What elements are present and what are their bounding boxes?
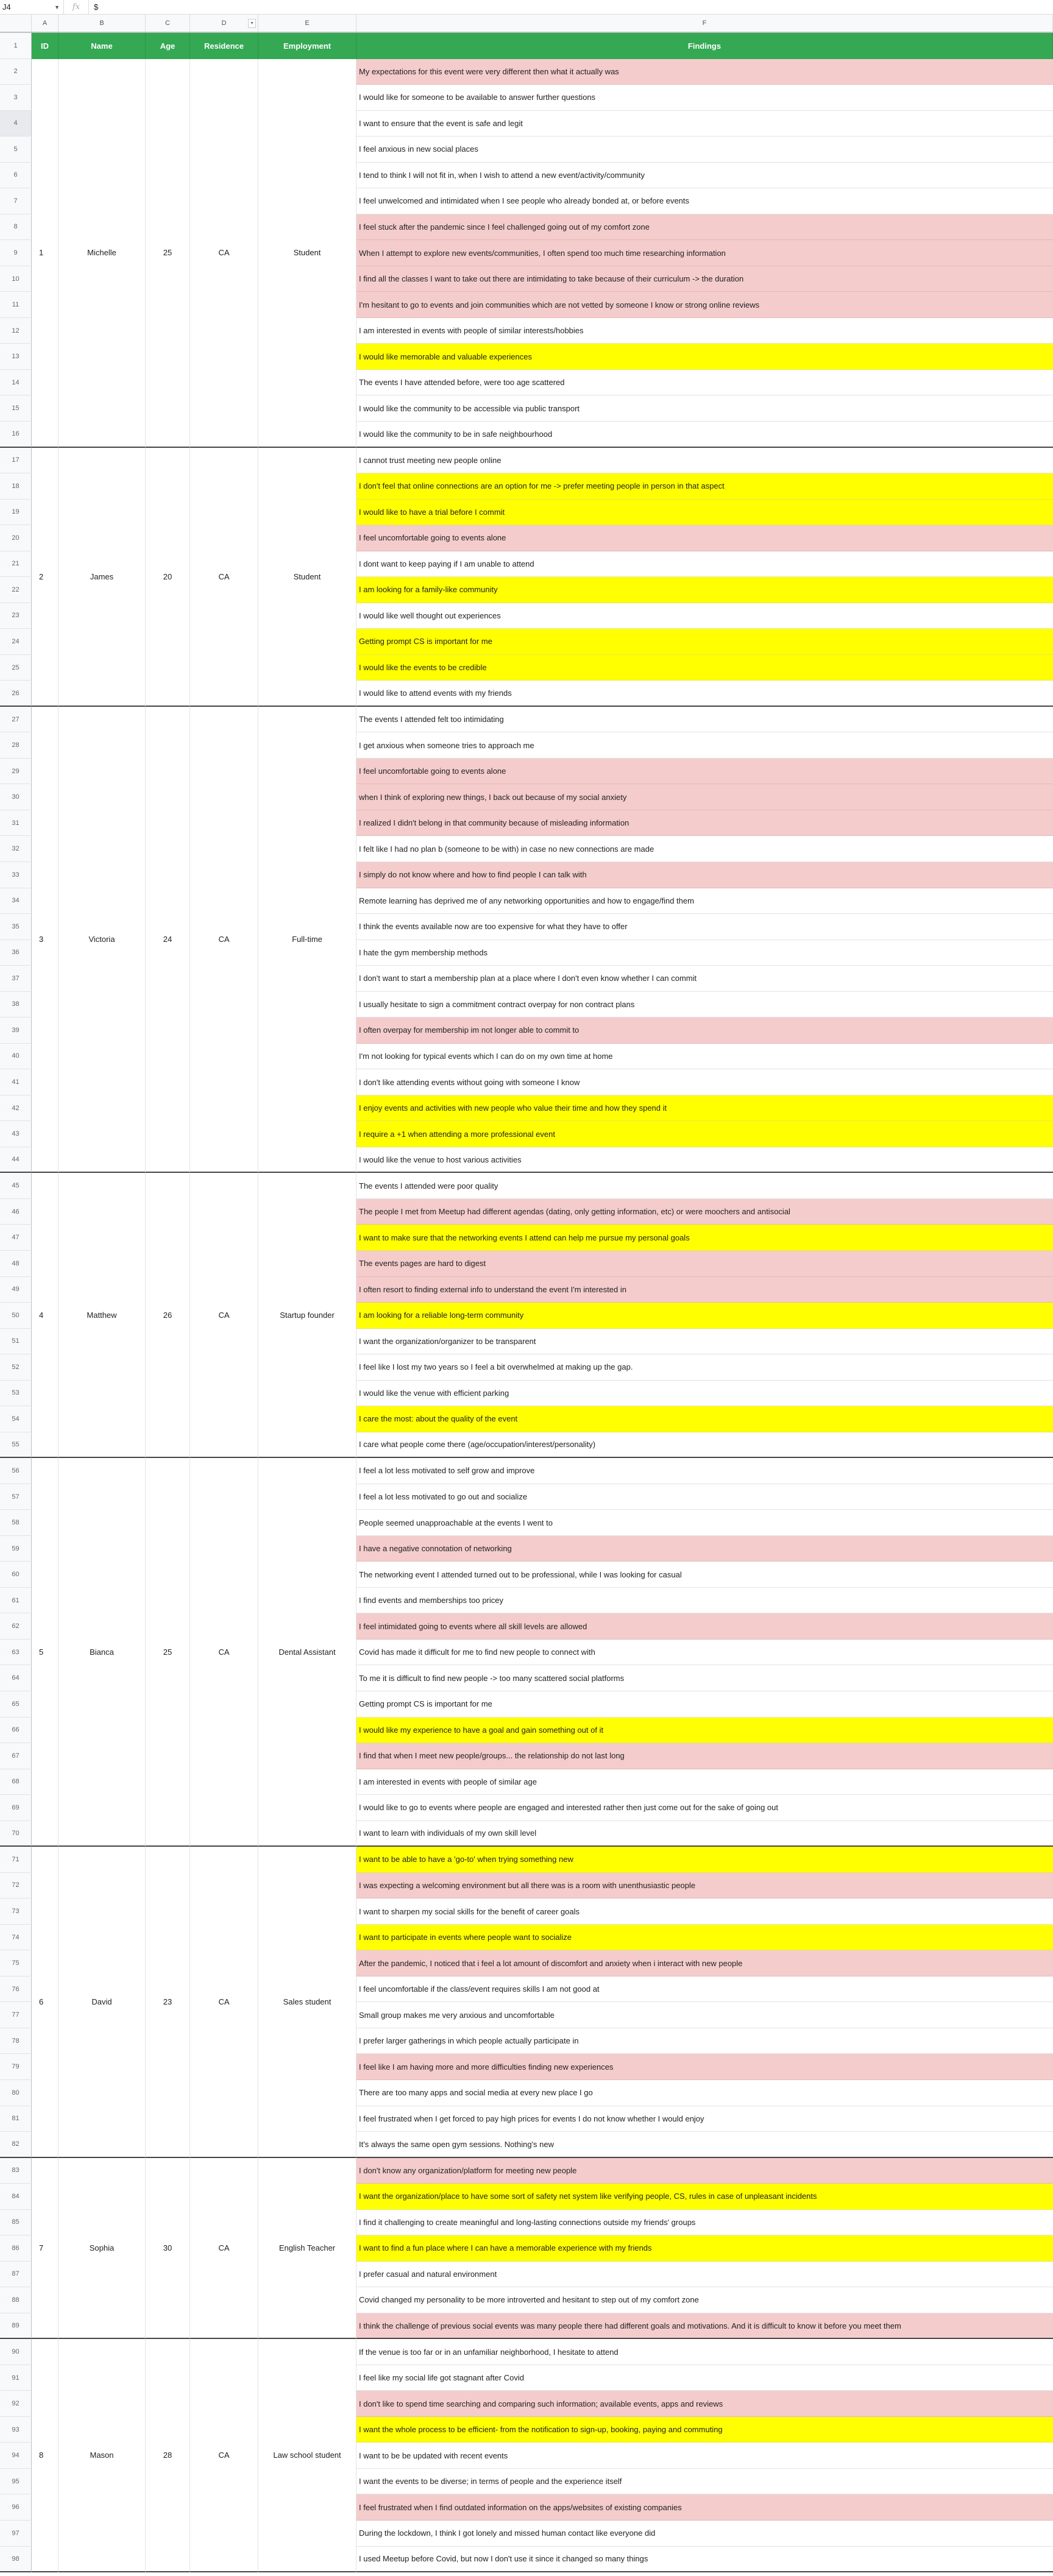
finding-cell[interactable]: I want the whole process to be efficient- from the notification to sign-up, booking, paying and commuting	[356, 2417, 1053, 2443]
finding-cell[interactable]: I want to sharpen my social skills for the benefit of career goals	[356, 1898, 1053, 1925]
participant-age[interactable]: 20	[146, 448, 190, 707]
finding-cell[interactable]: I'm hesitant to go to events and join communities which are not vetted by someone I know or strong online reviews	[356, 292, 1053, 318]
finding-cell[interactable]: People seemed unapproachable at the events I went to	[356, 1510, 1053, 1536]
finding-cell[interactable]: I would like the venue with efficient parking	[356, 1381, 1053, 1407]
row-header[interactable]: 63	[0, 1640, 32, 1666]
finding-cell[interactable]: I find it challenging to create meaningful and long-lasting connections outside my friends' groups	[356, 2210, 1053, 2236]
participant-name[interactable]: Mason	[58, 2339, 146, 2572]
row-header[interactable]: 55	[0, 1432, 32, 1459]
row-header[interactable]: 85	[0, 2210, 32, 2236]
row-header[interactable]: 27	[0, 707, 32, 733]
header-name[interactable]: Name	[58, 33, 146, 59]
participant-id[interactable]: 4	[32, 1173, 58, 1458]
row-header[interactable]: 50	[0, 1303, 32, 1329]
row-header[interactable]: 62	[0, 1613, 32, 1640]
finding-cell[interactable]: when I think of exploring new things, I back out because of my social anxiety	[356, 784, 1053, 810]
row-header[interactable]: 35	[0, 914, 32, 940]
row-header[interactable]: 6	[0, 163, 32, 189]
finding-cell[interactable]: I want the organization/organizer to be transparent	[356, 1329, 1053, 1355]
row-header[interactable]: 82	[0, 2132, 32, 2158]
finding-cell[interactable]: I am interested in events with people of similar interests/hobbies	[356, 318, 1053, 344]
row-header[interactable]: 57	[0, 1484, 32, 1510]
row-header[interactable]: 54	[0, 1406, 32, 1432]
participant-age[interactable]: 26	[146, 1173, 190, 1458]
participant-name[interactable]: Matthew	[58, 1173, 146, 1458]
row-header[interactable]: 46	[0, 1199, 32, 1225]
row-header[interactable]: 70	[0, 1821, 32, 1847]
row-header[interactable]: 51	[0, 1329, 32, 1355]
row-header[interactable]: 96	[0, 2494, 32, 2521]
participant-residence[interactable]: CA	[190, 59, 258, 448]
finding-cell[interactable]: Remote learning has deprived me of any networking opportunities and how to engage/find them	[356, 888, 1053, 915]
participant-employment[interactable]: Dental Assistant	[258, 1458, 356, 1847]
participant-employment[interactable]: Student	[258, 59, 356, 448]
finding-cell[interactable]: I don't like to spend time searching and comparing such information; available events, apps and reviews	[356, 2391, 1053, 2417]
finding-cell[interactable]: Covid has made it difficult for me to find new people to connect with	[356, 1640, 1053, 1666]
column-letter: D	[221, 19, 227, 27]
row-header[interactable]: 4	[0, 111, 32, 137]
cell-reference: J4	[2, 2, 11, 12]
finding-cell[interactable]: I want to find a fun place where I can have a memorable experience with my friends	[356, 2235, 1053, 2262]
finding-cell[interactable]: I feel like I am having more and more difficulties finding new experiences	[356, 2054, 1053, 2080]
finding-cell[interactable]: I care what people come there (age/occupation/interest/personality)	[356, 1432, 1053, 1459]
row-header[interactable]: 98	[0, 2547, 32, 2573]
row-header[interactable]: 80	[0, 2080, 32, 2106]
participant-name[interactable]: Victoria	[58, 707, 146, 1173]
finding-cell[interactable]: Getting prompt CS is important for me	[356, 1691, 1053, 1718]
row-header[interactable]: 49	[0, 1277, 32, 1303]
finding-cell[interactable]: I want the events to be diverse; in terms of people and the experience itself	[356, 2469, 1053, 2495]
row-header[interactable]: 1	[0, 33, 32, 59]
row-header[interactable]: 28	[0, 732, 32, 759]
finding-cell[interactable]: Getting prompt CS is important for me	[356, 629, 1053, 655]
finding-cell[interactable]: I feel uncomfortable going to events alone	[356, 759, 1053, 785]
participant-employment[interactable]: Sales student	[258, 1847, 356, 2157]
row-header[interactable]: 87	[0, 2262, 32, 2288]
row-header[interactable]: 89	[0, 2313, 32, 2340]
finding-cell[interactable]: I would like memorable and valuable experiences	[356, 344, 1053, 370]
finding-cell[interactable]: I feel uncomfortable going to events alone	[356, 525, 1053, 551]
participant-employment[interactable]: Full-time	[258, 707, 356, 1173]
finding-cell[interactable]: I felt like I had no plan b (someone to be with) in case no new connections are made	[356, 836, 1053, 862]
participant-name[interactable]: David	[58, 1847, 146, 2157]
finding-cell[interactable]: I feel a lot less motivated to self grow and improve	[356, 1458, 1053, 1484]
row-header[interactable]: 36	[0, 940, 32, 966]
participant-residence[interactable]: CA	[190, 2339, 258, 2572]
finding-cell[interactable]: I would like well thought out experiences	[356, 603, 1053, 629]
finding-cell[interactable]: I realized I didn't belong in that community because of misleading information	[356, 810, 1053, 837]
finding-cell[interactable]: The networking event I attended turned out to be professional, while I was looking for casual	[356, 1562, 1053, 1588]
row-header[interactable]: 24	[0, 629, 32, 655]
column-header-f[interactable]: F	[356, 15, 1053, 32]
finding-cell[interactable]: I care the most: about the quality of the event	[356, 1406, 1053, 1432]
row-header[interactable]: 12	[0, 318, 32, 344]
row-header[interactable]: 77	[0, 2002, 32, 2028]
column-header-a[interactable]: A	[32, 15, 58, 32]
finding-cell[interactable]: I want to be able to have a 'go-to' when trying something new	[356, 1847, 1053, 1873]
finding-cell[interactable]: I want to learn with individuals of my own skill level	[356, 1821, 1053, 1847]
row-header[interactable]: 29	[0, 759, 32, 785]
finding-cell[interactable]: I tend to think I will not fit in, when I wish to attend a new event/activity/community	[356, 163, 1053, 189]
finding-cell[interactable]: I prefer casual and natural environment	[356, 2262, 1053, 2288]
finding-cell[interactable]: I want to participate in events where people want to socialize	[356, 1925, 1053, 1951]
finding-cell[interactable]: I feel a lot less motivated to go out and socialize	[356, 1484, 1053, 1510]
header-findings[interactable]: Findings	[356, 33, 1053, 59]
finding-cell[interactable]: After the pandemic, I noticed that i feel a lot amount of discomfort and anxiety when i interact with new people	[356, 1950, 1053, 1976]
finding-cell[interactable]: I find all the classes I want to take out there are intimidating to take because of their curriculum -> the duration	[356, 266, 1053, 292]
row-header[interactable]: 10	[0, 266, 32, 292]
finding-cell[interactable]: I find that when I meet new people/groups... the relationship do not last long	[356, 1743, 1053, 1769]
finding-cell[interactable]: I find events and memberships too pricey	[356, 1588, 1053, 1614]
column-header-b[interactable]: B	[58, 15, 146, 32]
row-header[interactable]: 78	[0, 2028, 32, 2054]
row-header[interactable]: 23	[0, 603, 32, 629]
finding-cell[interactable]: I usually hesitate to sign a commitment contract overpay for non contract plans	[356, 992, 1053, 1018]
participant-employment[interactable]: English Teacher	[258, 2158, 356, 2340]
participant-id[interactable]: 2	[32, 448, 58, 707]
select-all-corner[interactable]	[0, 15, 32, 32]
row-header[interactable]: 40	[0, 1044, 32, 1070]
row-header[interactable]: 48	[0, 1251, 32, 1277]
finding-cell[interactable]: During the lockdown, I think I got lonely and missed human contact like everyone did	[356, 2521, 1053, 2547]
filter-icon[interactable]: ▼	[248, 19, 256, 28]
row-header[interactable]: 13	[0, 344, 32, 370]
row-header[interactable]: 32	[0, 836, 32, 862]
row-header[interactable]: 68	[0, 1769, 32, 1796]
participant-age[interactable]: 23	[146, 1847, 190, 2157]
row-header[interactable]: 52	[0, 1354, 32, 1381]
chevron-down-icon[interactable]: ▼	[54, 4, 60, 10]
row-header[interactable]: 91	[0, 2365, 32, 2391]
participant-residence[interactable]: CA	[190, 1458, 258, 1847]
finding-cell[interactable]: The events pages are hard to digest	[356, 1251, 1053, 1277]
row-header[interactable]: 9	[0, 240, 32, 266]
row-header[interactable]: 16	[0, 422, 32, 448]
finding-cell[interactable]: I enjoy events and activities with new people who value their time and how they spend it	[356, 1095, 1053, 1122]
row-header[interactable]: 66	[0, 1718, 32, 1744]
finding-cell[interactable]: I would like to have a trial before I commit	[356, 500, 1053, 526]
finding-cell[interactable]: The events I have attended before, were too age scattered	[356, 370, 1053, 396]
row-header[interactable]: 26	[0, 681, 32, 707]
participant-age[interactable]: 25	[146, 59, 190, 448]
finding-cell[interactable]: I'm not looking for typical events which I can do on my own time at home	[356, 1044, 1053, 1070]
participant-id[interactable]: 3	[32, 707, 58, 1173]
finding-cell[interactable]: I would like the community to be in safe neighbourhood	[356, 422, 1053, 448]
finding-cell[interactable]: I am looking for a reliable long-term community	[356, 1303, 1053, 1329]
row-header[interactable]: 45	[0, 1173, 32, 1199]
row-header[interactable]: 39	[0, 1017, 32, 1044]
participant-id[interactable]: 6	[32, 1847, 58, 2157]
row-header[interactable]: 15	[0, 395, 32, 422]
row-header[interactable]: 7	[0, 188, 32, 214]
row-header[interactable]: 83	[0, 2158, 32, 2184]
header-age[interactable]: Age	[146, 33, 190, 59]
formula-input[interactable]: $	[94, 2, 99, 12]
spreadsheet-grid	[0, 33, 1053, 2572]
finding-cell[interactable]: I don't feel that online connections are an option for me -> prefer meeting people in person in that aspect	[356, 473, 1053, 500]
participant-age[interactable]: 24	[146, 707, 190, 1173]
row-header[interactable]: 58	[0, 1510, 32, 1536]
row-header[interactable]: 2	[0, 59, 32, 85]
row-header[interactable]: 65	[0, 1691, 32, 1718]
row-header[interactable]: 56	[0, 1458, 32, 1484]
column-header-e[interactable]: E	[258, 15, 356, 32]
column-header-d[interactable]	[190, 15, 258, 32]
row-header[interactable]: 47	[0, 1225, 32, 1251]
finding-cell[interactable]: To me it is difficult to find new people -> too many scattered social platforms	[356, 1665, 1053, 1691]
finding-cell[interactable]: I dont want to keep paying if I am unable to attend	[356, 551, 1053, 578]
finding-cell[interactable]: I would like the venue to host various activities	[356, 1147, 1053, 1173]
finding-cell[interactable]: I would like for someone to be available to answer further questions	[356, 85, 1053, 111]
row-header[interactable]: 43	[0, 1121, 32, 1147]
finding-cell[interactable]: I feel unwelcomed and intimidated when I see people who already bonded at, or before events	[356, 188, 1053, 214]
participant-age[interactable]: 30	[146, 2158, 190, 2340]
participant-age[interactable]: 28	[146, 2339, 190, 2572]
participant-id[interactable]: 7	[32, 2158, 58, 2340]
finding-cell[interactable]: I want to ensure that the event is safe and legit	[356, 111, 1053, 137]
finding-cell[interactable]: I feel intimidated going to events where all skill levels are allowed	[356, 1613, 1053, 1640]
participant-employment[interactable]: Law school student	[258, 2339, 356, 2572]
finding-cell[interactable]: I would like the community to be accessible via public transport	[356, 395, 1053, 422]
row-header[interactable]: 88	[0, 2287, 32, 2313]
finding-cell[interactable]: I have a negative connotation of networking	[356, 1536, 1053, 1562]
finding-cell[interactable]: I don't like attending events without going with someone I know	[356, 1069, 1053, 1095]
finding-cell[interactable]: I think the challenge of previous social events was many people there had different goals and motivations. And it is difficult to know it before you meet them	[356, 2313, 1053, 2340]
row-header[interactable]: 22	[0, 577, 32, 603]
participant-residence[interactable]: CA	[190, 707, 258, 1173]
row-header[interactable]: 92	[0, 2391, 32, 2417]
row-header[interactable]: 14	[0, 370, 32, 396]
finding-cell[interactable]: I want to make sure that the networking events I attend can help me pursue my personal goals	[356, 1225, 1053, 1251]
finding-cell[interactable]: I cannot trust meeting new people online	[356, 448, 1053, 474]
row-header[interactable]: 37	[0, 966, 32, 992]
finding-cell[interactable]: The events I attended were poor quality	[356, 1173, 1053, 1199]
finding-cell[interactable]: I simply do not know where and how to find people I can talk with	[356, 862, 1053, 888]
row-header[interactable]: 53	[0, 1381, 32, 1407]
row-header[interactable]: 42	[0, 1095, 32, 1122]
finding-cell[interactable]: I hate the gym membership methods	[356, 940, 1053, 966]
row-header[interactable]: 25	[0, 655, 32, 681]
participant-residence[interactable]: CA	[190, 1847, 258, 2157]
finding-cell[interactable]: I want the organization/place to have some sort of safety net system like verifying people, CS, rules in case of unpleasant incidents	[356, 2184, 1053, 2210]
row-header[interactable]: 84	[0, 2184, 32, 2210]
finding-cell[interactable]: I want to be be updated with recent events	[356, 2443, 1053, 2469]
participant-id[interactable]: 1	[32, 59, 58, 448]
row-header[interactable]: 38	[0, 992, 32, 1018]
participant-age[interactable]: 25	[146, 1458, 190, 1847]
row-header[interactable]: 81	[0, 2106, 32, 2132]
finding-cell[interactable]: I would like my experience to have a goal and gain something out of it	[356, 1718, 1053, 1744]
participant-employment[interactable]: Startup founder	[258, 1173, 356, 1458]
row-header[interactable]: 34	[0, 888, 32, 915]
finding-cell[interactable]: I require a +1 when attending a more professional event	[356, 1121, 1053, 1147]
row-header[interactable]: 79	[0, 2054, 32, 2080]
finding-cell[interactable]: I am looking for a family-like community	[356, 577, 1053, 603]
finding-cell[interactable]: I feel anxious in new social places	[356, 136, 1053, 163]
finding-cell[interactable]: I would like to attend events with my friends	[356, 681, 1053, 707]
column-header-c[interactable]: C	[146, 15, 190, 32]
participant-name[interactable]: Bianca	[58, 1458, 146, 1847]
finding-cell[interactable]: I was expecting a welcoming environment but all there was is a room with unenthusiastic people	[356, 1873, 1053, 1899]
row-header[interactable]: 64	[0, 1665, 32, 1691]
row-header[interactable]: 90	[0, 2339, 32, 2365]
finding-cell[interactable]: The events I attended felt too intimidating	[356, 707, 1053, 733]
row-header[interactable]: 17	[0, 448, 32, 474]
row-header[interactable]: 71	[0, 1847, 32, 1873]
finding-cell[interactable]: I often resort to finding external info to understand the event I'm interested in	[356, 1277, 1053, 1303]
participant-name[interactable]: James	[58, 448, 146, 707]
header-id[interactable]: ID	[32, 33, 58, 59]
finding-cell[interactable]: If the venue is too far or in an unfamiliar neighborhood, I hesitate to attend	[356, 2339, 1053, 2365]
participant-residence[interactable]: CA	[190, 1173, 258, 1458]
finding-cell[interactable]: I feel like my social life got stagnant after Covid	[356, 2365, 1053, 2391]
finding-cell[interactable]: I think the events available now are too expensive for what they have to offer	[356, 914, 1053, 940]
row-header[interactable]: 44	[0, 1147, 32, 1173]
row-header[interactable]: 72	[0, 1873, 32, 1899]
name-box[interactable]	[0, 0, 64, 14]
finding-cell[interactable]: I don't know any organization/platform for meeting new people	[356, 2158, 1053, 2184]
participant-name[interactable]: Sophia	[58, 2158, 146, 2340]
participant-id[interactable]: 8	[32, 2339, 58, 2572]
row-header[interactable]: 97	[0, 2521, 32, 2547]
finding-cell[interactable]: I feel like I lost my two years so I feel a bit overwhelmed at making up the gap.	[356, 1354, 1053, 1381]
row-header[interactable]: 75	[0, 1950, 32, 1976]
row-header[interactable]: 61	[0, 1588, 32, 1614]
participant-residence[interactable]: CA	[190, 2158, 258, 2340]
row-header[interactable]: 94	[0, 2443, 32, 2469]
finding-cell[interactable]: I used Meetup before Covid, but now I don't use it since it changed so many things	[356, 2547, 1053, 2573]
finding-cell[interactable]: I feel frustrated when I find outdated information on the apps/websites of existing companies	[356, 2494, 1053, 2521]
row-header[interactable]: 41	[0, 1069, 32, 1095]
column-headers	[0, 15, 1053, 33]
finding-cell[interactable]: I get anxious when someone tries to approach me	[356, 732, 1053, 759]
row-header[interactable]: 18	[0, 473, 32, 500]
row-header[interactable]: 95	[0, 2469, 32, 2495]
formula-bar	[0, 0, 1053, 15]
participant-residence[interactable]: CA	[190, 448, 258, 707]
row-header[interactable]: 20	[0, 525, 32, 551]
finding-cell[interactable]: Covid changed my personality to be more introverted and hesitant to step out of my comfort zone	[356, 2287, 1053, 2313]
finding-cell[interactable]: Small group makes me very anxious and uncomfortable	[356, 2002, 1053, 2028]
participant-name[interactable]: Michelle	[58, 59, 146, 448]
row-header[interactable]: 69	[0, 1795, 32, 1821]
row-header[interactable]: 76	[0, 1976, 32, 2003]
row-header[interactable]: 11	[0, 292, 32, 318]
row-header[interactable]: 93	[0, 2417, 32, 2443]
finding-cell[interactable]: I often overpay for membership im not longer able to commit to	[356, 1017, 1053, 1044]
finding-cell[interactable]: I don't want to start a membership plan at a place where I don't even know whether I can commit	[356, 966, 1053, 992]
participant-id[interactable]: 5	[32, 1458, 58, 1847]
row-header[interactable]: 60	[0, 1562, 32, 1588]
finding-cell[interactable]: I feel stuck after the pandemic since I feel challenged going out of my comfort zone	[356, 214, 1053, 241]
finding-cell[interactable]: I am interested in events with people of similar age	[356, 1769, 1053, 1796]
finding-cell[interactable]: There are too many apps and social media at every new place I go	[356, 2080, 1053, 2106]
row-header[interactable]: 74	[0, 1925, 32, 1951]
row-header[interactable]: 8	[0, 214, 32, 241]
row-header[interactable]: 59	[0, 1536, 32, 1562]
finding-cell[interactable]: I feel uncomfortable if the class/event requires skills I am not good at	[356, 1976, 1053, 2003]
header-employment[interactable]: Employment	[258, 33, 356, 59]
finding-cell[interactable]: I would like to go to events where people are engaged and interested rather then just come out for the sake of going out	[356, 1795, 1053, 1821]
row-header[interactable]: 21	[0, 551, 32, 578]
row-header[interactable]: 30	[0, 784, 32, 810]
row-header[interactable]: 3	[0, 85, 32, 111]
row-header[interactable]: 73	[0, 1898, 32, 1925]
finding-cell[interactable]: I would like the events to be credible	[356, 655, 1053, 681]
finding-cell[interactable]: I feel frustrated when I get forced to pay high prices for events I do not know whether I would enjoy	[356, 2106, 1053, 2132]
finding-cell[interactable]: It's always the same open gym sessions. Nothing's new	[356, 2132, 1053, 2158]
row-header[interactable]: 31	[0, 810, 32, 837]
finding-cell[interactable]: I prefer larger gatherings in which people actually participate in	[356, 2028, 1053, 2054]
participant-employment[interactable]: Student	[258, 448, 356, 707]
row-header[interactable]: 5	[0, 136, 32, 163]
finding-cell[interactable]: The people I met from Meetup had different agendas (dating, only getting information, etc) or were moochers and antisocial	[356, 1199, 1053, 1225]
function-icon: fx	[64, 0, 89, 14]
row-header[interactable]: 19	[0, 500, 32, 526]
row-header[interactable]: 33	[0, 862, 32, 888]
row-header[interactable]: 67	[0, 1743, 32, 1769]
header-residence[interactable]: Residence	[190, 33, 258, 59]
finding-cell[interactable]: My expectations for this event were very different then what it actually was	[356, 59, 1053, 85]
row-header[interactable]: 86	[0, 2235, 32, 2262]
finding-cell[interactable]: When I attempt to explore new events/communities, I often spend too much time researching information	[356, 240, 1053, 266]
